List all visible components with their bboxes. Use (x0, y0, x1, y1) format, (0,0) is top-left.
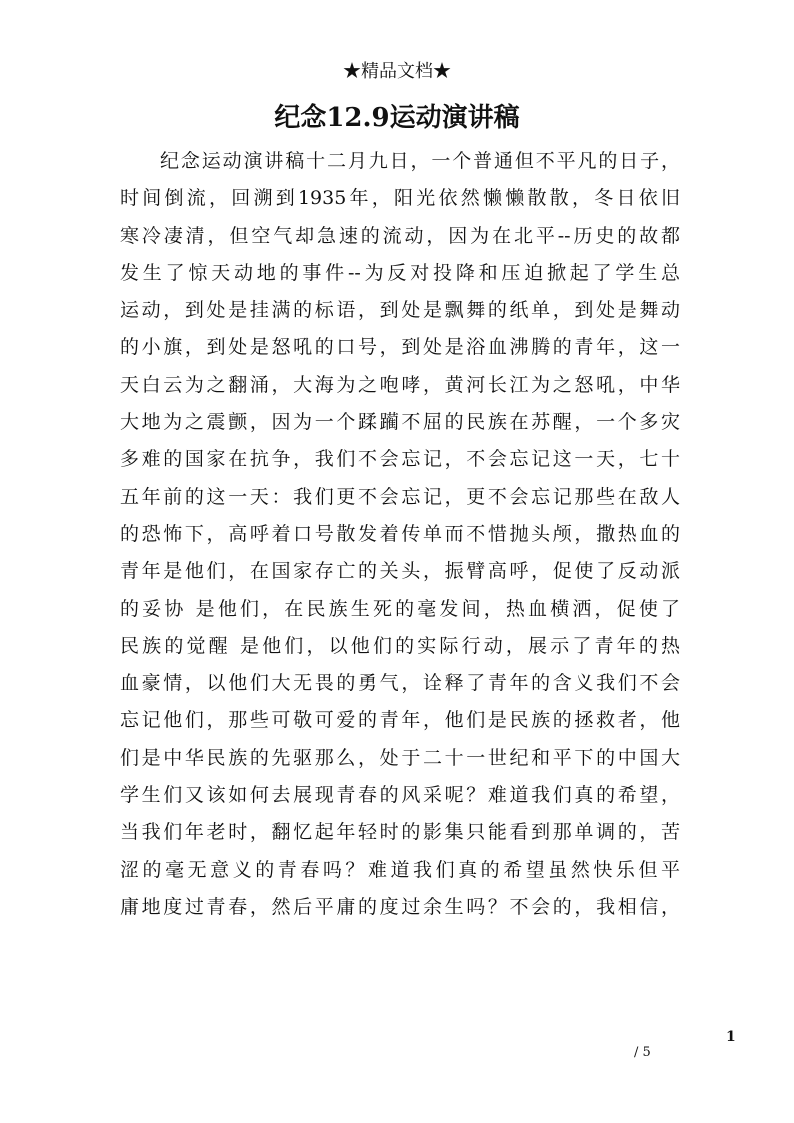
body-line: 大地为之震颤，因为一个蹂躏不屈的民族在苏醒，一个多灾 (120, 411, 680, 434)
page-number: 1 (726, 1029, 736, 1045)
body-line: 民族的觉醒 是他们，以他们的实际行动，展示了青年的热 (120, 634, 680, 657)
body-line: 的恐怖下，高呼着口号散发着传单而不惜抛头颅，撒热血的 (120, 522, 680, 545)
body-line: 多难的国家在抗争，我们不会忘记，不会忘记这一天，七十 (120, 448, 680, 471)
page-total: / 5 (634, 1045, 651, 1060)
body-text (120, 143, 680, 926)
document-title: 纪念12.9运动演讲稿 (274, 103, 520, 133)
body-line: 涩的毫无意义的青春吗？难道我们真的希望虽然快乐但平 (120, 858, 680, 881)
body-line: 学生们又该如何去展现青春的风采呢？难道我们真的希望， (120, 784, 680, 807)
body-line: 青年是他们，在国家存亡的关头，振臂高呼，促使了反动派 (120, 560, 680, 583)
body-line: 们是中华民族的先驱那么，处于二十一世纪和平下的中国大 (120, 746, 680, 769)
body-line: 五年前的这一天：我们更不会忘记，更不会忘记那些在敌人 (120, 485, 680, 508)
body-line: 的小旗，到处是怒吼的口号，到处是浴血沸腾的青年，这一 (120, 336, 680, 359)
body-line: 运动，到处是挂满的标语，到处是飘舞的纸单，到处是舞动 (120, 299, 680, 322)
body-line: 寒冷凄清，但空气却急速的流动，因为在北平--历史的故都 (120, 224, 680, 247)
body-line: 当我们年老时，翻忆起年轻时的影集只能看到那单调的，苦 (120, 821, 680, 844)
body-line: 的妥协 是他们，在民族生死的毫发间，热血横洒，促使了 (120, 597, 680, 620)
body-line: 时间倒流，回溯到1935年，阳光依然懒懒散散，冬日依旧 (120, 187, 680, 210)
header-label: ★精品文档★ (343, 61, 451, 82)
body-line: 天白云为之翻涌，大海为之咆哮，黄河长江为之怒吼，中华 (120, 373, 680, 396)
body-line: 忘记他们，那些可敬可爱的青年，他们是民族的拯救者，他 (120, 709, 680, 732)
body-line: 纪念运动演讲稿十二月九日，一个普通但不平凡的日子， (160, 150, 680, 172)
body-line: 血豪情，以他们大无畏的勇气，诠释了青年的含义我们不会 (120, 672, 680, 695)
body-line: 庸地度过青春，然后平庸的度过余生吗？不会的，我相信， (120, 895, 680, 918)
body-line: 发生了惊天动地的事件--为反对投降和压迫掀起了学生总 (120, 261, 680, 284)
